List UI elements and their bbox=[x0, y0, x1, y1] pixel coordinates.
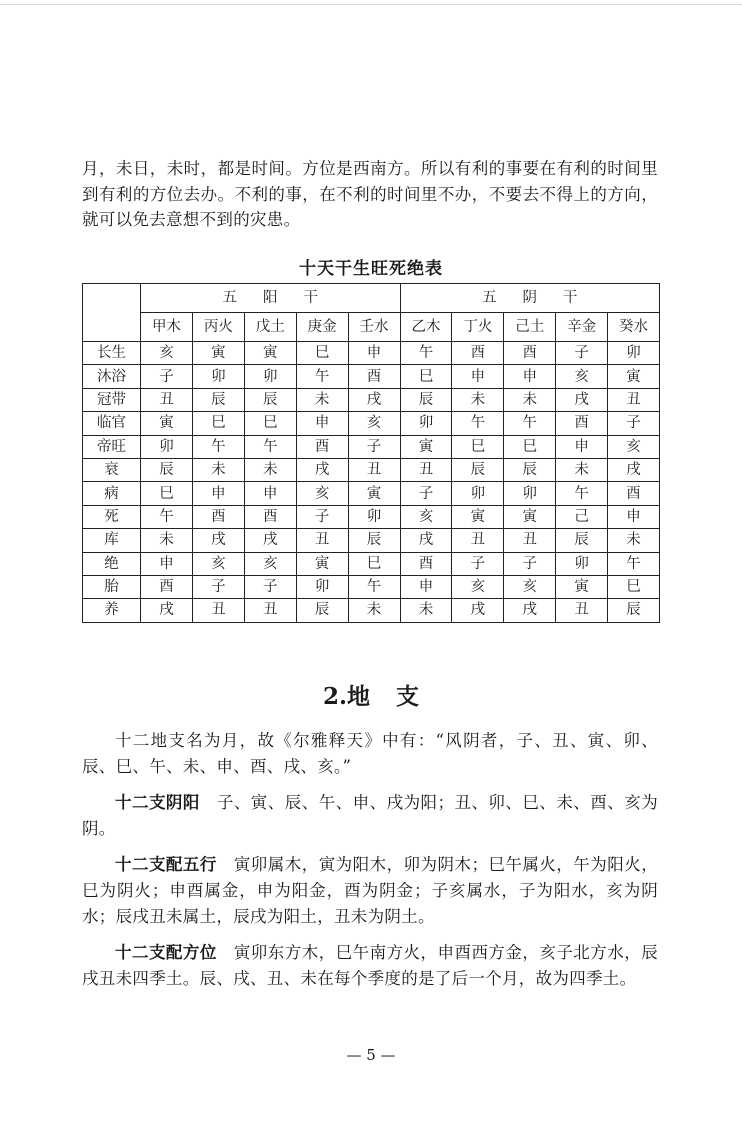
table-cell: 酉 bbox=[192, 505, 244, 528]
row-label: 衰 bbox=[83, 458, 141, 481]
stem-header: 己土 bbox=[504, 313, 556, 342]
table-cell: 丑 bbox=[244, 599, 296, 622]
table-cell: 寅 bbox=[348, 482, 400, 505]
table-cell: 戌 bbox=[192, 529, 244, 552]
table-cell: 巳 bbox=[452, 435, 504, 458]
table-cell: 巳 bbox=[244, 412, 296, 435]
table-cell: 寅 bbox=[504, 505, 556, 528]
table-corner-cell bbox=[83, 284, 141, 342]
table-cell: 戌 bbox=[348, 388, 400, 411]
table-cell: 午 bbox=[141, 505, 193, 528]
table-cell: 午 bbox=[296, 365, 348, 388]
paragraph-heading: 十二支配方位 bbox=[115, 943, 217, 962]
stem-header: 甲木 bbox=[141, 313, 193, 342]
table-cell: 亥 bbox=[296, 482, 348, 505]
paragraph-wuxing bbox=[82, 852, 658, 930]
table-cell: 巳 bbox=[192, 412, 244, 435]
table-row bbox=[83, 575, 660, 598]
paragraph-heading: 十二支配五行 bbox=[115, 855, 217, 874]
table-cell: 寅 bbox=[244, 342, 296, 365]
table-cell: 丑 bbox=[400, 458, 452, 481]
table-cell: 午 bbox=[192, 435, 244, 458]
table-cell: 未 bbox=[452, 388, 504, 411]
row-label: 病 bbox=[83, 482, 141, 505]
table-cell: 未 bbox=[296, 388, 348, 411]
table-row bbox=[83, 529, 660, 552]
stem-header: 癸水 bbox=[608, 313, 660, 342]
table-row bbox=[83, 388, 660, 411]
row-label: 死 bbox=[83, 505, 141, 528]
table-cell: 午 bbox=[608, 552, 660, 575]
table-cell: 丑 bbox=[556, 599, 608, 622]
table-cell: 巳 bbox=[296, 342, 348, 365]
table-cell: 亥 bbox=[504, 575, 556, 598]
table-cell: 亥 bbox=[141, 342, 193, 365]
group-yin-header: 五阴干 bbox=[400, 284, 660, 313]
table-cell: 未 bbox=[244, 458, 296, 481]
table-title: 十天干生旺死绝表 bbox=[299, 259, 443, 279]
row-label: 沐浴 bbox=[83, 365, 141, 388]
row-label: 冠带 bbox=[83, 388, 141, 411]
table-row bbox=[83, 435, 660, 458]
table-cell: 午 bbox=[348, 575, 400, 598]
table-cell: 戌 bbox=[504, 599, 556, 622]
table-cell: 卯 bbox=[244, 365, 296, 388]
table-cell: 子 bbox=[141, 365, 193, 388]
table-cell: 酉 bbox=[556, 412, 608, 435]
table-cell: 午 bbox=[244, 435, 296, 458]
paragraph-text: 寅卯属木，寅为阳木，卯为阴木；巳午属火，午为阳火，巳为阴火；申酉属金，申为阳金，酉为阴金；子亥属水，子为阳水，亥为阴水；辰戌丑未属土，辰戌为阳土，丑未为阴土。 bbox=[82, 855, 658, 926]
table-row bbox=[83, 505, 660, 528]
table-cell: 寅 bbox=[556, 575, 608, 598]
table-stem-header-row bbox=[83, 313, 660, 342]
section-title bbox=[0, 678, 742, 711]
table-cell: 巳 bbox=[400, 365, 452, 388]
table-cell: 未 bbox=[192, 458, 244, 481]
table-cell: 巳 bbox=[608, 575, 660, 598]
table-cell: 酉 bbox=[452, 342, 504, 365]
stem-header: 丁火 bbox=[452, 313, 504, 342]
stem-header: 辛金 bbox=[556, 313, 608, 342]
table-cell: 丑 bbox=[504, 529, 556, 552]
table-cell: 亥 bbox=[400, 505, 452, 528]
paragraph-text: 寅卯东方木，巳午南方火，申酉西方金，亥子北方水，辰戌丑未四季土。辰、戌、丑、未在每个季度的是了后一个月，故为四季土。 bbox=[82, 943, 658, 988]
table-cell: 戌 bbox=[296, 458, 348, 481]
table-cell: 子 bbox=[296, 505, 348, 528]
table-row bbox=[83, 412, 660, 435]
table-cell: 卯 bbox=[192, 365, 244, 388]
table-cell: 卯 bbox=[348, 505, 400, 528]
top-rule bbox=[0, 4, 742, 5]
table-cell: 午 bbox=[556, 482, 608, 505]
section-title-word-1: 地 bbox=[347, 683, 370, 710]
paragraph-heading: 十二支阴阳 bbox=[115, 793, 200, 812]
stem-header: 戊土 bbox=[244, 313, 296, 342]
table-cell: 亥 bbox=[608, 435, 660, 458]
table-cell: 卯 bbox=[608, 342, 660, 365]
stem-header: 壬水 bbox=[348, 313, 400, 342]
table-row bbox=[83, 599, 660, 622]
table-cell: 丑 bbox=[192, 599, 244, 622]
table-cell: 巳 bbox=[504, 435, 556, 458]
table-cell: 子 bbox=[608, 412, 660, 435]
table-cell: 申 bbox=[608, 505, 660, 528]
stem-header: 丙火 bbox=[192, 313, 244, 342]
table-cell: 未 bbox=[504, 388, 556, 411]
table-cell: 申 bbox=[192, 482, 244, 505]
table-cell: 戌 bbox=[608, 458, 660, 481]
table-cell: 酉 bbox=[296, 435, 348, 458]
table-cell: 丑 bbox=[608, 388, 660, 411]
table-cell: 戌 bbox=[452, 599, 504, 622]
row-label: 临官 bbox=[83, 412, 141, 435]
table-cell: 巳 bbox=[141, 482, 193, 505]
group-yang-header: 五阳干 bbox=[141, 284, 401, 313]
stem-header: 庚金 bbox=[296, 313, 348, 342]
table-cell: 亥 bbox=[556, 365, 608, 388]
table-cell: 申 bbox=[504, 365, 556, 388]
table-cell: 申 bbox=[296, 412, 348, 435]
table-cell: 酉 bbox=[400, 552, 452, 575]
table-cell: 辰 bbox=[452, 458, 504, 481]
table-cell: 寅 bbox=[141, 412, 193, 435]
table-cell: 辰 bbox=[192, 388, 244, 411]
table-cell: 申 bbox=[141, 552, 193, 575]
table-cell: 酉 bbox=[504, 342, 556, 365]
table-group-row bbox=[83, 284, 660, 313]
table-cell: 卯 bbox=[452, 482, 504, 505]
table-cell: 丑 bbox=[296, 529, 348, 552]
table-cell: 卯 bbox=[141, 435, 193, 458]
stem-header: 乙木 bbox=[400, 313, 452, 342]
table-cell: 辰 bbox=[556, 529, 608, 552]
row-label: 库 bbox=[83, 529, 141, 552]
table-cell: 申 bbox=[452, 365, 504, 388]
table-cell: 申 bbox=[400, 575, 452, 598]
page-number: — 5 — bbox=[346, 1046, 396, 1064]
table-cell: 戌 bbox=[141, 599, 193, 622]
section-number: 2. bbox=[322, 683, 347, 710]
table-cell: 子 bbox=[192, 575, 244, 598]
table-cell: 未 bbox=[556, 458, 608, 481]
table-row bbox=[83, 365, 660, 388]
table-row bbox=[83, 552, 660, 575]
table-cell: 寅 bbox=[296, 552, 348, 575]
table-cell: 寅 bbox=[400, 435, 452, 458]
table-cell: 寅 bbox=[192, 342, 244, 365]
table-cell: 寅 bbox=[608, 365, 660, 388]
table-cell: 午 bbox=[504, 412, 556, 435]
table-cell: 酉 bbox=[244, 505, 296, 528]
table-cell: 戌 bbox=[556, 388, 608, 411]
table-cell: 巳 bbox=[348, 552, 400, 575]
table-cell: 午 bbox=[452, 412, 504, 435]
table-cell: 酉 bbox=[608, 482, 660, 505]
paragraph-dizhi-intro: 十二地支名为月，故《尔雅释天》中有：“风阴者，子、丑、寅、卯、辰、巳、午、未、申、酉、戌、亥。” bbox=[82, 731, 658, 776]
table-cell: 亥 bbox=[244, 552, 296, 575]
intro-paragraph: 月，未日，未时，都是时间。方位是西南方。所以有利的事要在有利的时间里到有利的方位去办。不利的事，在不利的时间里不办，不要去不得上的方向，就可以免去意想不到的灾患。 bbox=[82, 159, 658, 229]
table-cell: 卯 bbox=[504, 482, 556, 505]
table-cell: 午 bbox=[400, 342, 452, 365]
table-cell: 亥 bbox=[348, 412, 400, 435]
table-cell: 卯 bbox=[400, 412, 452, 435]
row-label: 养 bbox=[83, 599, 141, 622]
table-cell: 丑 bbox=[348, 458, 400, 481]
table-cell: 戌 bbox=[244, 529, 296, 552]
table-cell: 亥 bbox=[192, 552, 244, 575]
table-cell: 辰 bbox=[348, 529, 400, 552]
table-cell: 酉 bbox=[348, 365, 400, 388]
row-label: 绝 bbox=[83, 552, 141, 575]
row-label: 胎 bbox=[83, 575, 141, 598]
table-cell: 亥 bbox=[452, 575, 504, 598]
table-cell: 申 bbox=[348, 342, 400, 365]
table-cell: 戌 bbox=[400, 529, 452, 552]
table-cell: 己 bbox=[556, 505, 608, 528]
table-row bbox=[83, 482, 660, 505]
table-cell: 申 bbox=[556, 435, 608, 458]
table-row bbox=[83, 342, 660, 365]
table-cell: 辰 bbox=[608, 599, 660, 622]
table-cell: 子 bbox=[556, 342, 608, 365]
table-cell: 酉 bbox=[141, 575, 193, 598]
table-cell: 辰 bbox=[504, 458, 556, 481]
table-cell: 子 bbox=[244, 575, 296, 598]
table-cell: 未 bbox=[400, 599, 452, 622]
table-cell: 寅 bbox=[452, 505, 504, 528]
row-label: 长生 bbox=[83, 342, 141, 365]
table-cell: 丑 bbox=[452, 529, 504, 552]
table-cell: 辰 bbox=[400, 388, 452, 411]
table-cell: 子 bbox=[452, 552, 504, 575]
table-cell: 辰 bbox=[244, 388, 296, 411]
table-row bbox=[83, 458, 660, 481]
paragraph-fangwei bbox=[82, 940, 658, 992]
paragraph-yinyang bbox=[82, 790, 658, 842]
table-cell: 未 bbox=[608, 529, 660, 552]
table-cell: 子 bbox=[348, 435, 400, 458]
row-label: 帝旺 bbox=[83, 435, 141, 458]
table-cell: 辰 bbox=[141, 458, 193, 481]
table-cell: 丑 bbox=[141, 388, 193, 411]
table-cell: 卯 bbox=[296, 575, 348, 598]
table-cell: 未 bbox=[141, 529, 193, 552]
table-cell: 卯 bbox=[556, 552, 608, 575]
table-cell: 辰 bbox=[296, 599, 348, 622]
table-cell: 未 bbox=[348, 599, 400, 622]
stems-table bbox=[82, 283, 660, 623]
paragraph-text: 子、寅、辰、午、申、戌为阳；丑、卯、巳、未、酉、亥为阴。 bbox=[82, 793, 658, 838]
table-cell: 申 bbox=[244, 482, 296, 505]
table-cell: 子 bbox=[400, 482, 452, 505]
section-title-word-2: 支 bbox=[396, 683, 419, 710]
table-cell: 子 bbox=[504, 552, 556, 575]
